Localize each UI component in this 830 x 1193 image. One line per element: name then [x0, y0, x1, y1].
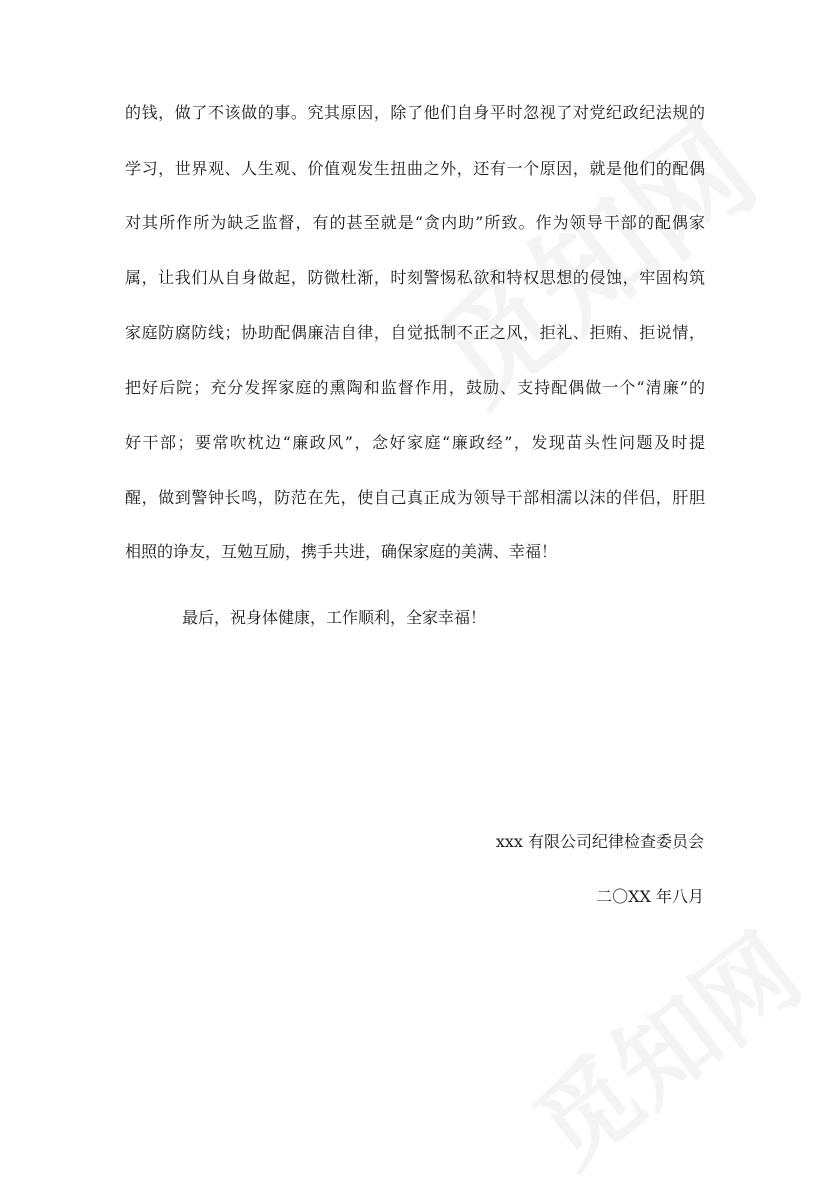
signature-date: 二〇XX 年八月	[596, 887, 704, 906]
body-line: 把好后院；充分发挥家庭的熏陶和监督作用，鼓励、支持配偶做一个“清廉”的	[125, 378, 705, 397]
body-line: 家庭防腐防线；协助配偶廉洁自律，自觉抵制不正之风，拒礼、拒贿、拒说情，	[125, 323, 705, 342]
body-line: 学习，世界观、人生观、价值观发生扭曲之外，还有一个原因，就是他们的配偶	[125, 159, 705, 178]
signature-organization: xxx 有限公司纪律检查委员会	[495, 832, 704, 851]
watermark	[500, 895, 825, 1193]
body-line: 的钱，做了不该做的事。究其原因，除了他们自身平时忽视了对党纪政纪法规的	[125, 103, 705, 122]
body-line: 属，让我们从自身做起，防微杜渐，时刻警惕私欲和特权思想的侵蚀，牢固构筑	[125, 268, 705, 287]
body-line: 好干部；要常吹枕边“廉政风”，念好家庭“廉政经”，发现苗头性问题及时提	[125, 433, 705, 452]
closing-wishes: 最后，祝身体健康，工作顺利，全家幸福！	[182, 608, 487, 627]
body-line: 相照的诤友，互勉互励，携手共进，确保家庭的美满、幸福！	[125, 542, 558, 561]
body-line: 醒，做到警钟长鸣，防范在先，使自己真正成为领导干部相濡以沫的伴侣，肝胆	[125, 488, 705, 507]
body-line: 对其所作所为缺乏监督，有的甚至就是“贪内助”所致。作为领导干部的配偶家	[125, 213, 705, 232]
